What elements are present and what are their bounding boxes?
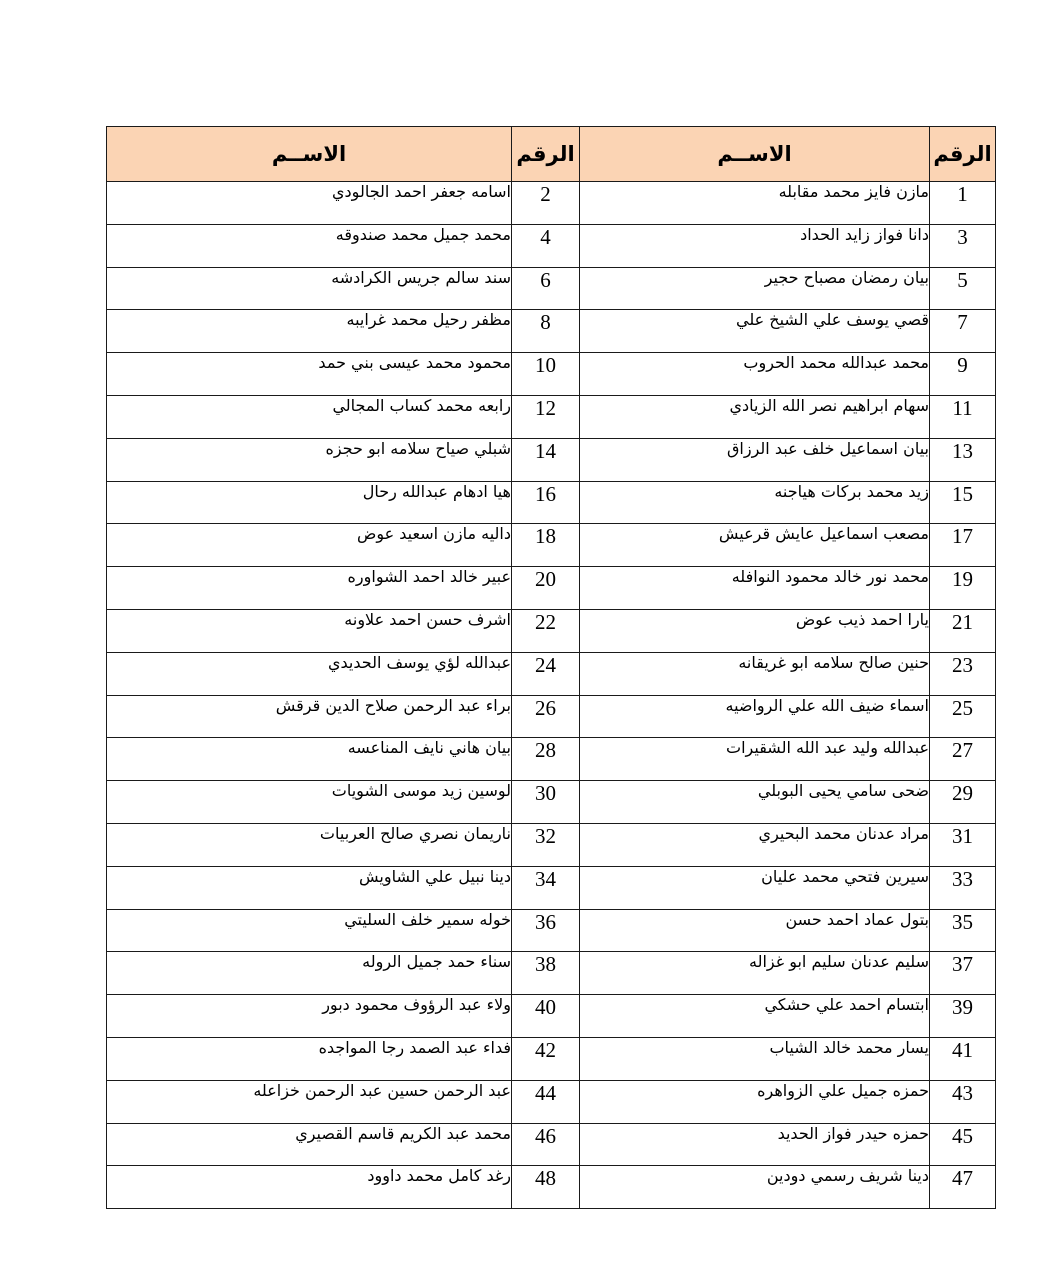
student-name-right: ضحى سامي يحيى البوبلي <box>580 781 930 824</box>
header-name-right: الاســم <box>580 127 930 182</box>
table-row <box>107 1166 996 1209</box>
row-number-right: 27 <box>930 738 996 781</box>
table-row <box>107 781 996 824</box>
student-name-left: فداء عبد الصمد رجا المواجده <box>107 1037 512 1080</box>
student-name-left: اسامه جعفر احمد الجالودي <box>107 182 512 225</box>
row-number-left: 40 <box>512 995 580 1038</box>
student-name-right: حمزه حيدر فواز الحديد <box>580 1123 930 1166</box>
student-name-right: مصعب اسماعيل عايش قرعيش <box>580 524 930 567</box>
student-name-right: حمزه جميل علي الزواهره <box>580 1080 930 1123</box>
row-number-left: 26 <box>512 695 580 738</box>
student-name-right: قصي يوسف علي الشيخ علي <box>580 310 930 353</box>
row-number-right: 7 <box>930 310 996 353</box>
row-number-right: 13 <box>930 438 996 481</box>
row-number-left: 12 <box>512 395 580 438</box>
student-name-left: براء عبد الرحمن صلاح الدين قرقش <box>107 695 512 738</box>
row-number-right: 17 <box>930 524 996 567</box>
student-name-right: مراد عدنان محمد البحيري <box>580 823 930 866</box>
student-name-right: يسار محمد خالد الشياب <box>580 1037 930 1080</box>
student-name-right: محمد نور خالد محمود النوافله <box>580 567 930 610</box>
student-name-right: بتول عماد احمد حسن <box>580 909 930 952</box>
header-number-left: الرقم <box>512 127 580 182</box>
student-name-left: عبد الرحمن حسين عبد الرحمن خزاعله <box>107 1080 512 1123</box>
table-row <box>107 353 996 396</box>
table-body <box>107 182 996 1209</box>
table-row <box>107 652 996 695</box>
student-name-left: رابعه محمد كساب المجالي <box>107 395 512 438</box>
row-number-left: 16 <box>512 481 580 524</box>
row-number-left: 30 <box>512 781 580 824</box>
student-name-left: دينا نبيل علي الشاويش <box>107 866 512 909</box>
student-name-left: شبلي صياح سلامه ابو حجزه <box>107 438 512 481</box>
student-name-left: هيا ادهام عبدالله رحال <box>107 481 512 524</box>
header-number-right: الرقم <box>930 127 996 182</box>
row-number-left: 46 <box>512 1123 580 1166</box>
row-number-right: 37 <box>930 952 996 995</box>
student-name-left: سند سالم جريس الكرادشه <box>107 267 512 310</box>
row-number-right: 39 <box>930 995 996 1038</box>
row-number-right: 3 <box>930 224 996 267</box>
student-name-left: لوسين زيد موسى الشويات <box>107 781 512 824</box>
row-number-right: 43 <box>930 1080 996 1123</box>
student-name-right: ابتسام احمد علي حشكي <box>580 995 930 1038</box>
row-number-right: 35 <box>930 909 996 952</box>
table-row <box>107 1080 996 1123</box>
row-number-right: 23 <box>930 652 996 695</box>
student-name-right: حنين صالح سلامه ابو غريقانه <box>580 652 930 695</box>
table-row <box>107 1037 996 1080</box>
table-row <box>107 609 996 652</box>
table-row <box>107 438 996 481</box>
table-row <box>107 310 996 353</box>
student-name-right: سليم عدنان سليم ابو غزاله <box>580 952 930 995</box>
row-number-right: 31 <box>930 823 996 866</box>
row-number-right: 15 <box>930 481 996 524</box>
row-number-right: 11 <box>930 395 996 438</box>
table-row <box>107 823 996 866</box>
row-number-right: 33 <box>930 866 996 909</box>
table-row <box>107 182 996 225</box>
row-number-left: 24 <box>512 652 580 695</box>
student-name-left: داليه مازن اسعيد عوض <box>107 524 512 567</box>
row-number-left: 36 <box>512 909 580 952</box>
student-roster-table <box>106 126 996 1209</box>
table-row <box>107 695 996 738</box>
row-number-right: 1 <box>930 182 996 225</box>
row-number-left: 6 <box>512 267 580 310</box>
table-row <box>107 738 996 781</box>
document-page <box>106 126 995 1209</box>
student-name-left: محمد جميل محمد صندوقه <box>107 224 512 267</box>
student-name-right: محمد عبدالله محمد الحروب <box>580 353 930 396</box>
student-name-right: سيرين فتحي محمد عليان <box>580 866 930 909</box>
row-number-left: 48 <box>512 1166 580 1209</box>
row-number-left: 28 <box>512 738 580 781</box>
student-name-right: يارا احمد ذيب عوض <box>580 609 930 652</box>
row-number-right: 45 <box>930 1123 996 1166</box>
table-row <box>107 909 996 952</box>
row-number-left: 42 <box>512 1037 580 1080</box>
row-number-left: 4 <box>512 224 580 267</box>
student-name-left: ناريمان نصري صالح العربيات <box>107 823 512 866</box>
student-name-left: اشرف حسن احمد علاونه <box>107 609 512 652</box>
table-row <box>107 395 996 438</box>
student-name-left: عبدالله لؤي يوسف الحديدي <box>107 652 512 695</box>
student-name-left: محمود محمد عيسى بني حمد <box>107 353 512 396</box>
table-row <box>107 1123 996 1166</box>
row-number-left: 44 <box>512 1080 580 1123</box>
row-number-right: 41 <box>930 1037 996 1080</box>
row-number-left: 20 <box>512 567 580 610</box>
header-name-left: الاســم <box>107 127 512 182</box>
student-name-left: بيان هاني نايف المناعسه <box>107 738 512 781</box>
row-number-left: 14 <box>512 438 580 481</box>
student-name-left: سناء حمد جميل الروله <box>107 952 512 995</box>
row-number-left: 22 <box>512 609 580 652</box>
table-row <box>107 267 996 310</box>
student-name-left: رغد كامل محمد داوود <box>107 1166 512 1209</box>
row-number-left: 38 <box>512 952 580 995</box>
row-number-right: 21 <box>930 609 996 652</box>
row-number-left: 10 <box>512 353 580 396</box>
student-name-right: دانا فواز زايد الحداد <box>580 224 930 267</box>
student-name-right: بيان اسماعيل خلف عبد الرزاق <box>580 438 930 481</box>
student-name-left: خوله سمير خلف السليتي <box>107 909 512 952</box>
student-name-right: عبدالله وليد عبد الله الشقيرات <box>580 738 930 781</box>
row-number-right: 47 <box>930 1166 996 1209</box>
table-row <box>107 995 996 1038</box>
table-row <box>107 952 996 995</box>
table-row <box>107 524 996 567</box>
table-row <box>107 866 996 909</box>
row-number-right: 19 <box>930 567 996 610</box>
row-number-left: 2 <box>512 182 580 225</box>
row-number-right: 29 <box>930 781 996 824</box>
student-name-right: سهام ابراهيم نصر الله الزيادي <box>580 395 930 438</box>
table-row <box>107 481 996 524</box>
row-number-right: 5 <box>930 267 996 310</box>
row-number-right: 25 <box>930 695 996 738</box>
student-name-right: بيان رمضان مصباح حجير <box>580 267 930 310</box>
student-name-right: اسماء ضيف الله علي الرواضيه <box>580 695 930 738</box>
row-number-left: 34 <box>512 866 580 909</box>
student-name-left: عبير خالد احمد الشواوره <box>107 567 512 610</box>
table-row <box>107 224 996 267</box>
student-name-left: ولاء عبد الرؤوف محمود دبور <box>107 995 512 1038</box>
row-number-right: 9 <box>930 353 996 396</box>
table-row <box>107 567 996 610</box>
row-number-left: 8 <box>512 310 580 353</box>
student-name-right: دينا شريف رسمي دودين <box>580 1166 930 1209</box>
row-number-left: 18 <box>512 524 580 567</box>
row-number-left: 32 <box>512 823 580 866</box>
student-name-left: محمد عبد الكريم قاسم القصيري <box>107 1123 512 1166</box>
table-header-row <box>107 127 996 182</box>
student-name-left: مظفر رحيل محمد غرايبه <box>107 310 512 353</box>
student-name-right: زيد محمد بركات هياجنه <box>580 481 930 524</box>
student-name-right: مازن فايز محمد مقابله <box>580 182 930 225</box>
